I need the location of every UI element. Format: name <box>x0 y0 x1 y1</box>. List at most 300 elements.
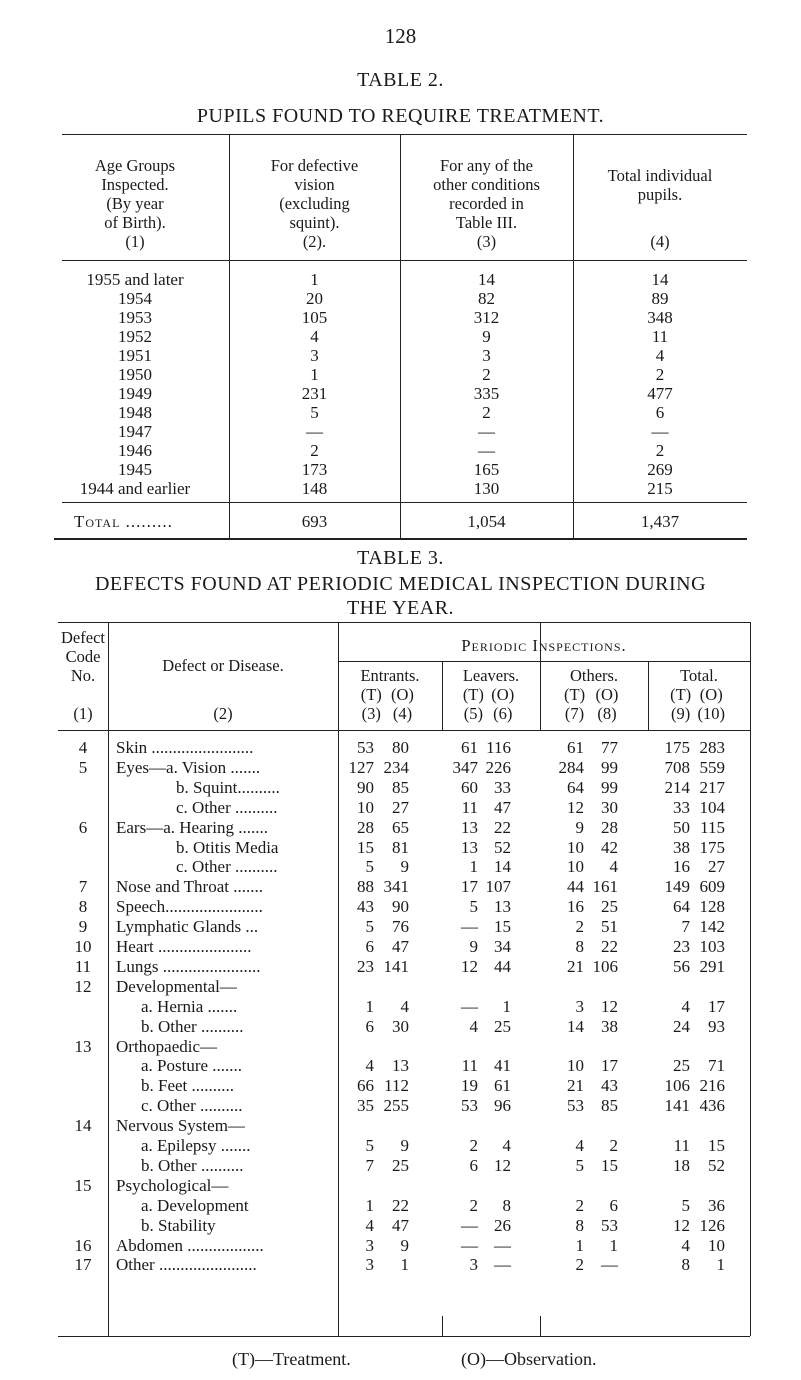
table3-code-header: Defect <box>61 628 105 647</box>
table3-value: 17 <box>601 1056 618 1076</box>
table3-o-header: (O) <box>699 685 723 704</box>
table3-value: 26 <box>494 1215 511 1235</box>
table2-cell: 11 <box>651 327 669 346</box>
table3-value: — <box>494 1255 511 1275</box>
column-divider <box>750 622 751 1336</box>
table3-value: 61 <box>494 1076 511 1096</box>
table3-value: 25 <box>601 897 618 917</box>
table2-cell: 89 <box>651 289 669 308</box>
table3-value: 141 <box>383 956 409 976</box>
table3-defect-label: a. Development <box>141 1195 249 1215</box>
table3-value: 85 <box>601 1096 618 1116</box>
table3-value: 7 <box>681 917 690 937</box>
table3-value: 115 <box>700 817 725 837</box>
table3-value: 33 <box>673 797 690 817</box>
table3-value: 56 <box>673 956 690 976</box>
table3-defect-label: b. Other .......... <box>141 1155 244 1175</box>
table3-code: 12 <box>74 976 92 996</box>
table3-value: 4 <box>365 1056 374 1076</box>
table3-value: 5 <box>365 857 374 877</box>
table3-value: 4 <box>365 1215 374 1235</box>
table2-cell: 269 <box>647 460 673 479</box>
table3-value: 1 <box>609 1235 618 1255</box>
table3-value: 81 <box>392 837 409 857</box>
table3-value: 7 <box>365 1155 374 1175</box>
table2-header-text: (2). <box>302 232 327 251</box>
column-divider <box>442 661 443 730</box>
table2-cell: 1 <box>310 365 319 384</box>
table3-value: 2 <box>469 1136 478 1155</box>
table2-cell: 14 <box>651 270 669 289</box>
table3-value: 47 <box>494 797 511 817</box>
table3-value: 65 <box>392 817 409 837</box>
table3-value: 106 <box>592 956 618 976</box>
table3-value: 30 <box>392 1016 409 1036</box>
table2-cell: — <box>651 422 669 441</box>
table3-o-header: (O) <box>391 685 414 704</box>
table3-o-header: (O) <box>491 685 515 704</box>
table3-value: 14 <box>567 1016 584 1036</box>
table3-value: 24 <box>673 1016 690 1036</box>
table3-defect-label: Nervous System— <box>116 1116 245 1136</box>
table3-value: 175 <box>699 837 725 857</box>
table3-value: 116 <box>486 738 511 757</box>
table2-cell: 20 <box>306 289 323 308</box>
table3-value: 17 <box>708 996 725 1016</box>
table3-code: 15 <box>74 1175 92 1195</box>
table3-subtitle-line2: THE YEAR. <box>346 597 455 619</box>
table3-defect-label: b. Squint.......... <box>176 777 280 797</box>
table3-value: 30 <box>601 797 618 817</box>
table3-defect-header: Defect or Disease. <box>162 656 284 675</box>
table3-value: 27 <box>392 797 409 817</box>
table3-code: 6 <box>78 817 88 837</box>
table3-value: 71 <box>708 1056 725 1076</box>
table3-defect-label: Orthopaedic— <box>116 1036 218 1056</box>
table3-value: 1 <box>469 857 478 877</box>
table3-value: 27 <box>708 857 725 877</box>
table2-cell: 148 <box>301 479 328 498</box>
table3-value: 11 <box>673 1136 690 1155</box>
table3-value: 12 <box>601 996 618 1016</box>
column-divider <box>648 661 649 730</box>
table3-value: 216 <box>699 1076 725 1096</box>
table3-defect-label: b. Feet .......... <box>141 1076 235 1096</box>
table2-age-group: 1955 and later <box>86 270 184 289</box>
table3-value: 60 <box>461 777 478 797</box>
table3-value: 15 <box>601 1155 618 1175</box>
table3-col-number: (4) <box>392 704 413 723</box>
table3-value: 77 <box>601 738 618 757</box>
rule-line <box>58 622 750 623</box>
table2-cell: 2 <box>482 403 491 422</box>
table3-value: 9 <box>400 1136 409 1155</box>
table3-value: 3 <box>469 1255 478 1275</box>
table3-value: 43 <box>601 1076 618 1096</box>
table3-defect-label: Ears—a. Hearing ....... <box>116 817 269 837</box>
table2-cell: 173 <box>301 460 328 479</box>
table3-col-number: (9) <box>671 704 691 723</box>
table3-value: 90 <box>357 777 374 797</box>
table3-value: 22 <box>601 937 618 956</box>
table3-value: 291 <box>699 956 725 976</box>
table3-value: 28 <box>601 817 618 837</box>
table3-value: 53 <box>461 1096 478 1116</box>
table3-code: 7 <box>78 877 88 897</box>
table3-value: 4 <box>681 1235 690 1255</box>
table3-value: 23 <box>673 937 690 956</box>
table3-defect-label: a. Posture ....... <box>141 1056 243 1076</box>
table2-cell: 5 <box>310 403 319 422</box>
table3-value: 44 <box>494 956 511 976</box>
table3-value: 2 <box>469 1195 478 1215</box>
table2-header-text: recorded in <box>449 194 524 213</box>
table3-code-header: Code <box>65 647 101 666</box>
column-divider <box>573 134 574 538</box>
table3-value: 64 <box>673 897 690 917</box>
table3-value: 12 <box>673 1215 690 1235</box>
table3-value: 19 <box>461 1076 478 1096</box>
table3-value: 3 <box>365 1255 374 1275</box>
table3-value: 9 <box>469 937 478 956</box>
table3-value: 1 <box>575 1235 584 1255</box>
table2-header-text: (1) <box>125 232 145 251</box>
table3-value: 5 <box>365 1136 374 1155</box>
table3-value: 22 <box>494 817 511 837</box>
table3-value: 4 <box>502 1136 511 1155</box>
table3-value: 52 <box>494 837 511 857</box>
table3-value: 90 <box>392 897 409 917</box>
rule-line <box>62 134 747 135</box>
table3-value: 2 <box>575 917 584 937</box>
table3-col-number: (3) <box>361 704 381 723</box>
table3-t-header: (T) <box>564 685 586 704</box>
table3-value: 38 <box>601 1016 618 1036</box>
table3-value: 34 <box>494 937 511 956</box>
table2-header-text: (3) <box>476 232 497 251</box>
table3-value: 10 <box>567 857 584 877</box>
table3-value: 1 <box>502 996 511 1016</box>
column-divider <box>540 1316 541 1336</box>
table3-value: 8 <box>502 1195 511 1215</box>
table2-total-cell: 1,054 <box>467 512 506 531</box>
column-divider <box>338 622 339 1336</box>
legend-treatment: (T)—Treatment. <box>232 1349 351 1369</box>
table2-age-group: 1946 <box>118 441 152 460</box>
table3-value: 4 <box>609 857 618 877</box>
column-divider <box>229 134 230 538</box>
table3-defect-label: Nose and Throat ....... <box>116 877 263 897</box>
table2-header-text: of Birth). <box>104 213 166 232</box>
table3-value: 255 <box>383 1096 409 1116</box>
table3-value: 284 <box>558 757 584 777</box>
table3-value: 1 <box>365 996 374 1016</box>
table3-value: 53 <box>567 1096 584 1116</box>
table3-defect-label: b. Stability <box>141 1215 216 1235</box>
table3-value: 214 <box>664 777 690 797</box>
table3-value: 3 <box>365 1235 374 1255</box>
table3-value: 99 <box>601 777 618 797</box>
table3-defect-label: Psychological— <box>116 1175 229 1195</box>
table3-value: 112 <box>384 1076 409 1096</box>
table3-value: 4 <box>400 996 409 1016</box>
table3-value: 2 <box>575 1195 584 1215</box>
table3-t-header: (T) <box>670 685 692 704</box>
table3-value: 13 <box>461 837 478 857</box>
column-divider <box>108 622 109 1336</box>
table3-value: 142 <box>699 917 725 937</box>
table2-age-group: 1951 <box>118 346 152 365</box>
table3-group-header: Total. <box>680 666 718 685</box>
rule-line <box>58 1336 750 1337</box>
table3-defect-label: b. Otitis Media <box>176 837 279 857</box>
table3-defect-label: c. Other .......... <box>176 857 278 877</box>
table3-value: 14 <box>494 857 511 877</box>
table3-value: 341 <box>383 877 409 897</box>
table3-value: 2 <box>609 1136 618 1155</box>
table2-cell: 82 <box>478 289 495 308</box>
table3-value: 13 <box>494 897 511 917</box>
table2-header-text: For defective <box>270 156 359 175</box>
table3-value: 708 <box>664 757 690 777</box>
table3-value: 15 <box>708 1136 725 1155</box>
table3-group-header: Leavers. <box>462 666 520 685</box>
table3-value: 1 <box>365 1195 374 1215</box>
table3-value: 51 <box>601 917 618 937</box>
table2-header-text: pupils. <box>637 185 683 204</box>
table3-value: 13 <box>461 817 478 837</box>
table3-value: 33 <box>494 777 511 797</box>
table3-value: 11 <box>461 797 478 817</box>
table3-defect-label: a. Hernia ....... <box>141 996 238 1016</box>
table2-subtitle: PUPILS FOUND TO REQUIRE TREATMENT. <box>196 105 605 127</box>
table3-col-number: (5) <box>463 704 483 723</box>
table3-code: 17 <box>74 1255 92 1275</box>
table2-cell: 130 <box>473 479 500 498</box>
table3-value: 6 <box>365 1016 374 1036</box>
table3-value: 1 <box>400 1255 409 1275</box>
table2-header-text: Table III. <box>455 213 518 232</box>
table3-t-header: (T) <box>462 685 484 704</box>
table3-value: 126 <box>699 1215 725 1235</box>
table2-header-text: vision <box>294 175 335 194</box>
table3-value: 18 <box>673 1155 690 1175</box>
table2-cell: 4 <box>655 346 665 365</box>
table3-subtitle-line1: DEFECTS FOUND AT PERIODIC MEDICAL INSPECTION DURING <box>94 573 707 595</box>
table2-header-text: squint). <box>289 213 340 232</box>
table3-value: 38 <box>673 837 690 857</box>
table2-cell: 477 <box>647 384 673 403</box>
table2-header-text: (excluding <box>279 194 350 213</box>
table3-value: 76 <box>392 917 409 937</box>
table3-value: 61 <box>461 738 478 757</box>
table2-cell: — <box>306 422 323 441</box>
table3-value: 47 <box>392 937 409 956</box>
table2-cell: — <box>478 422 495 441</box>
table2-cell: 165 <box>473 460 500 479</box>
table3-defect-header: (2) <box>213 704 233 723</box>
table3-value: 15 <box>494 917 511 937</box>
table2-title: TABLE 2. <box>357 69 444 91</box>
table2-header-text: (4) <box>650 232 670 251</box>
table3-value: — <box>461 1215 478 1235</box>
table3-value: 43 <box>357 897 374 917</box>
table3-value: 16 <box>673 857 690 877</box>
table3-value: 41 <box>494 1056 511 1076</box>
table3-value: — <box>461 1235 478 1255</box>
table3-defect-label: Other ....................... <box>116 1255 257 1275</box>
table3-code-header: No. <box>70 666 96 685</box>
table3-value: — <box>461 917 478 937</box>
table2-header-text: Age Groups <box>94 156 176 175</box>
table3-value: 5 <box>469 897 478 917</box>
table3-value: 217 <box>699 777 725 797</box>
table2-cell: 215 <box>647 479 673 498</box>
table3-value: 12 <box>461 956 478 976</box>
table3-col-number: (7) <box>564 704 585 723</box>
table3-value: 25 <box>673 1056 690 1076</box>
table3-value: 11 <box>461 1056 478 1076</box>
table2-age-group: 1947 <box>118 422 152 441</box>
table3-defect-label: b. Other .......... <box>141 1016 244 1036</box>
table2-age-group: 1949 <box>118 384 152 403</box>
table2-age-group: 1954 <box>118 289 152 308</box>
rule-line <box>62 502 747 503</box>
table3-value: 47 <box>392 1215 409 1235</box>
table2-cell: 3 <box>482 346 491 365</box>
table3-value: 234 <box>383 757 409 777</box>
table3-value: 10 <box>567 837 584 857</box>
table3-value: — <box>601 1255 618 1275</box>
table3-periodic-header: Periodic Inspections. <box>461 636 627 655</box>
table2-cell: 2 <box>655 365 665 384</box>
table3-code: 8 <box>78 897 88 917</box>
table3-value: 5 <box>681 1195 690 1215</box>
table3-value: 8 <box>575 937 584 956</box>
table3-value: 52 <box>708 1155 725 1175</box>
table2-cell: 335 <box>473 384 500 403</box>
table3-code: 11 <box>74 956 92 976</box>
table3-value: 9 <box>400 1235 409 1255</box>
table2-cell: 9 <box>482 327 491 346</box>
table3-code: 16 <box>74 1235 92 1255</box>
table3-value: 99 <box>601 757 618 777</box>
table3-title: TABLE 3. <box>357 547 444 569</box>
table3-value: 17 <box>461 877 478 897</box>
table3-value: 22 <box>392 1195 409 1215</box>
table3-value: 21 <box>567 1076 584 1096</box>
table2-age-group: 1944 and earlier <box>79 479 191 498</box>
table3-value: 25 <box>494 1016 511 1036</box>
table3-col-number: (10) <box>697 704 725 723</box>
table3-o-header: (O) <box>595 685 619 704</box>
table3-value: 8 <box>575 1215 584 1235</box>
column-divider <box>442 1316 443 1336</box>
table3-value: 226 <box>485 757 511 777</box>
table3-value: 10 <box>708 1235 725 1255</box>
table3-code: 9 <box>78 917 88 937</box>
table2-total-cell: 693 <box>301 512 328 531</box>
table3-value: 28 <box>357 817 374 837</box>
table2-cell: 6 <box>655 403 665 422</box>
table3-defect-label: Skin ........................ <box>116 738 254 757</box>
table3-value: 53 <box>357 738 374 757</box>
table3-col-number: (6) <box>493 704 513 723</box>
table2-header-text: For any of the <box>439 156 534 175</box>
table3-value: 107 <box>485 877 511 897</box>
table3-value: 141 <box>664 1096 690 1116</box>
table3-value: 16 <box>567 897 584 917</box>
table2-cell: 348 <box>647 308 673 327</box>
table3-value: 609 <box>699 877 725 897</box>
table2-cell: 105 <box>301 308 328 327</box>
table3-value: 66 <box>357 1076 374 1096</box>
table3-value: 88 <box>357 877 374 897</box>
table3-value: 96 <box>494 1096 511 1116</box>
column-divider <box>540 622 541 730</box>
table3-value: 13 <box>392 1056 409 1076</box>
table3-value: — <box>494 1235 511 1255</box>
table3-value: 175 <box>664 738 690 757</box>
table3-defect-label: a. Epilepsy ....... <box>141 1136 251 1155</box>
table3-value: 347 <box>452 757 478 777</box>
table3-value: 283 <box>699 738 725 757</box>
table2-age-group: 1953 <box>118 308 152 327</box>
table2-cell: 2 <box>482 365 491 384</box>
table2-age-group: 1948 <box>118 403 152 422</box>
legend-observation: (O)—Observation. <box>461 1349 597 1369</box>
page-number: 128 <box>384 24 417 48</box>
table2-total-cell: 1,437 <box>640 512 680 531</box>
table3-defect-label: Speech....................... <box>116 897 263 917</box>
table3-value: 9 <box>400 857 409 877</box>
table3-value: 4 <box>575 1136 584 1155</box>
table3-code: 5 <box>78 757 88 777</box>
table3-value: 5 <box>575 1155 584 1175</box>
table2-header-text: Total individual <box>607 166 713 185</box>
rule-line <box>62 260 747 261</box>
table2-total-label: Total ......... <box>74 512 173 531</box>
table3-code: 14 <box>74 1116 92 1136</box>
table2-cell: — <box>478 441 495 460</box>
table3-value: 128 <box>699 897 725 917</box>
table3-value: 12 <box>567 797 584 817</box>
table3-value: 9 <box>575 817 584 837</box>
table2-cell: 1 <box>310 270 319 289</box>
table3-value: 4 <box>469 1016 478 1036</box>
table3-defect-label: c. Other .......... <box>176 797 278 817</box>
table3-value: 53 <box>601 1215 618 1235</box>
table3-defect-label: Lymphatic Glands ... <box>116 917 259 937</box>
table2-header-text: (By year <box>106 194 164 213</box>
table3-value: 12 <box>494 1155 511 1175</box>
table3-value: 36 <box>708 1195 725 1215</box>
table3-value: 3 <box>575 996 584 1016</box>
table3-value: 15 <box>357 837 374 857</box>
table3-value: 42 <box>601 837 618 857</box>
table2-age-group: 1945 <box>118 460 152 479</box>
table2-header-text: Inspected. <box>101 175 169 194</box>
table2-cell: 4 <box>310 327 319 346</box>
table3-defect-label: Lungs ....................... <box>116 956 261 976</box>
table3-value: 10 <box>357 797 374 817</box>
table3-value: 106 <box>664 1076 690 1096</box>
table3-value: 25 <box>392 1155 409 1175</box>
table3-value: 61 <box>567 738 584 757</box>
table2-age-group: 1950 <box>118 365 152 384</box>
rule-line <box>54 538 747 540</box>
table3-defect-label: c. Other .......... <box>141 1096 243 1116</box>
